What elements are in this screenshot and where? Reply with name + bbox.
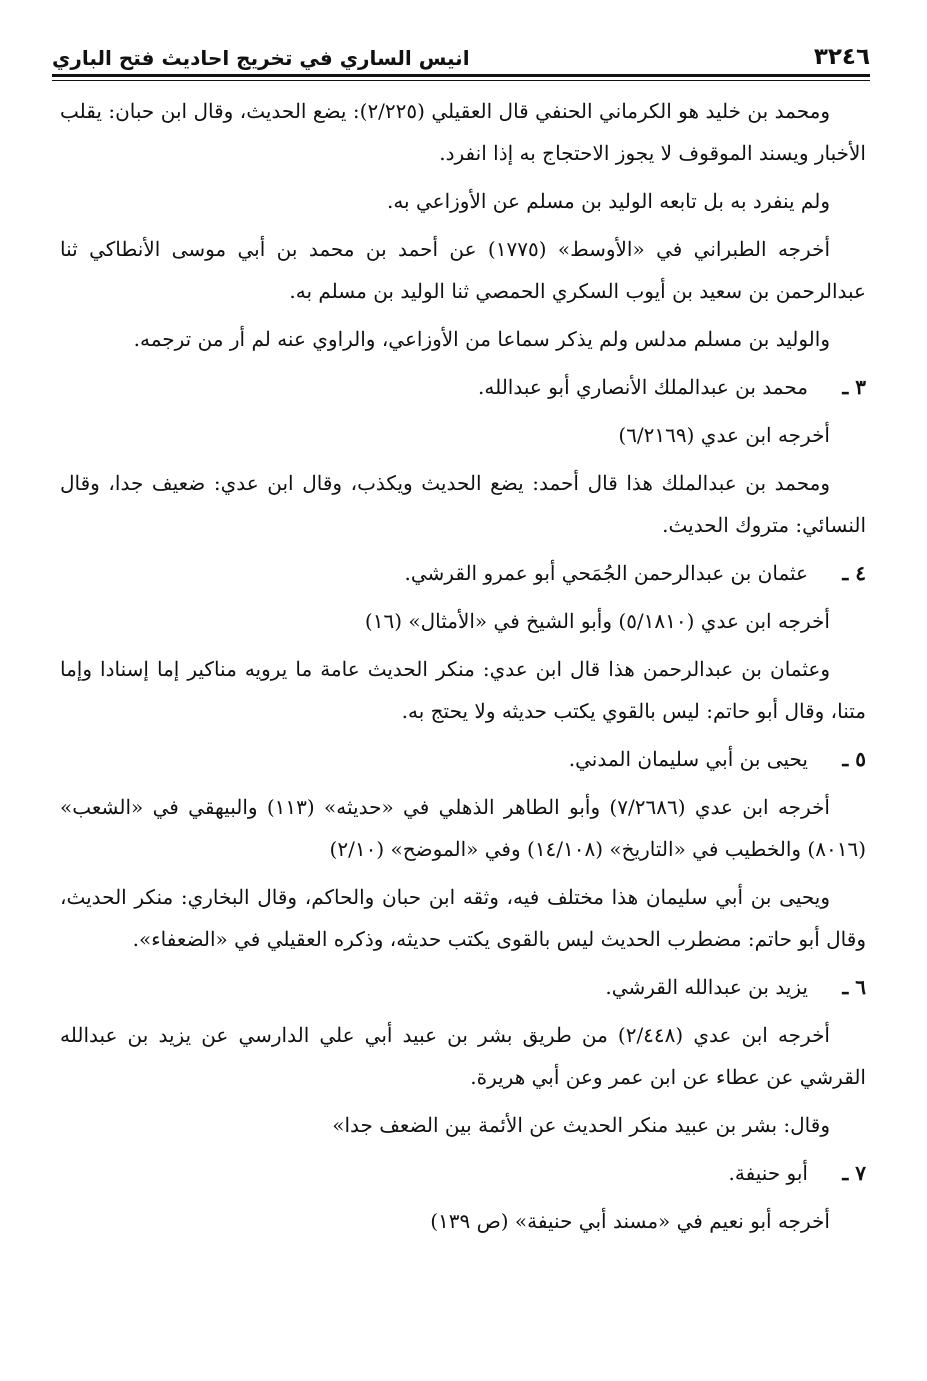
header-rule-thin [52,80,870,81]
paragraph: أخرجه الطبراني في «الأوسط» (١٧٧٥) عن أحمد بن محمد بن أبي موسى الأنطاكي ثنا عبدالرحمن بن سعيد بن أيوب السكري الحمصي ثنا الوليد بن مسلم به. [60,237,866,303]
page-header [52,36,870,70]
page-number: ٣٢٤٦ [813,44,870,70]
numbered-item [60,1152,866,1194]
paragraph: وعثمان بن عبدالرحمن هذا قال ابن عدي: منكر الحديث عامة ما يرويه مناكير إما إسنادا وإما متنا، وقال أبو حاتم: ليس بالقوي يكتب حديثه ولا يحتج به. [60,657,866,723]
numbered-item [60,366,866,408]
citation-line: أخرجه ابن عدي (٦/٢١٦٩) [618,423,830,447]
item-text: يحيى بن أبي سليمان المدني. [568,747,808,771]
paragraph: ولم ينفرد به بل تابعه الوليد بن مسلم عن الأوزاعي به. [386,189,830,213]
item-number: ٧ ـ [842,1161,866,1185]
header-rule-thick [52,74,870,77]
citation-line: أخرجه ابن عدي (٥/١٨١٠) وأبو الشيخ في «الأمثال» (١٦) [364,609,830,633]
paragraph: ويحيى بن أبي سليمان هذا مختلف فيه، وثقه ابن حبان والحاكم، وقال البخاري: منكر الحديث، وقال أبو حاتم: مضطرب الحديث ليس بالقوى يكتب حديثه، وذكره العقيلي في «الضعفاء». [60,885,866,951]
item-number: ٣ ـ [842,375,866,399]
running-title: انيس الساري في تخريج احاديث فتح الباري [52,46,470,70]
numbered-item [60,552,866,594]
item-text: أبو حنيفة. [728,1161,808,1185]
page-body [60,90,866,1248]
paragraph: ومحمد بن عبدالملك هذا قال أحمد: يضع الحديث ويكذب، وقال ابن عدي: ضعيف جدا، وقال النسائي: متروك الحديث. [60,471,866,537]
paragraph: والوليد بن مسلم مدلس ولم يذكر سماعا من الأوزاعي، والراوي عنه لم أر من ترجمه. [133,327,830,351]
citation-line: وقال: بشر بن عبيد منكر الحديث عن الأئمة بين الضعف جدا» [332,1113,830,1137]
item-text: محمد بن عبدالملك الأنصاري أبو عبدالله. [478,375,808,399]
item-number: ٥ ـ [842,747,866,771]
paragraph: أخرجه ابن عدي (٢/٤٤٨) من طريق بشر بن عبيد أبي علي الدارسي عن يزيد بن عبدالله القرشي عن عطاء عن ابن عمر وعن أبي هريرة. [60,1023,866,1089]
item-number: ٤ ـ [842,561,866,585]
item-number: ٦ ـ [842,975,866,999]
citation-line: أخرجه أبو نعيم في «مسند أبي حنيفة» (ص ١٣٩) [430,1209,830,1233]
numbered-item [60,738,866,780]
paragraph: ومحمد بن خليد هو الكرماني الحنفي قال العقيلي (٢/٢٢٥): يضع الحديث، وقال ابن حبان: يقلب الأخبار ويسند الموقوف لا يجوز الاحتجاج به إذا انفرد. [60,99,866,165]
item-text: يزيد بن عبدالله القرشي. [605,975,808,999]
paragraph: أخرجه ابن عدي (٧/٢٦٨٦) وأبو الطاهر الذهلي في «حديثه» (١١٣) والبيهقي في «الشعب» (٨٠١٦) والخطيب في «التاريخ» (١٤/١٠٨) وفي «الموضح» (٢/١٠) [60,795,866,861]
item-text: عثمان بن عبدالرحمن الجُمَحي أبو عمرو القرشي. [404,561,808,585]
numbered-item [60,966,866,1008]
